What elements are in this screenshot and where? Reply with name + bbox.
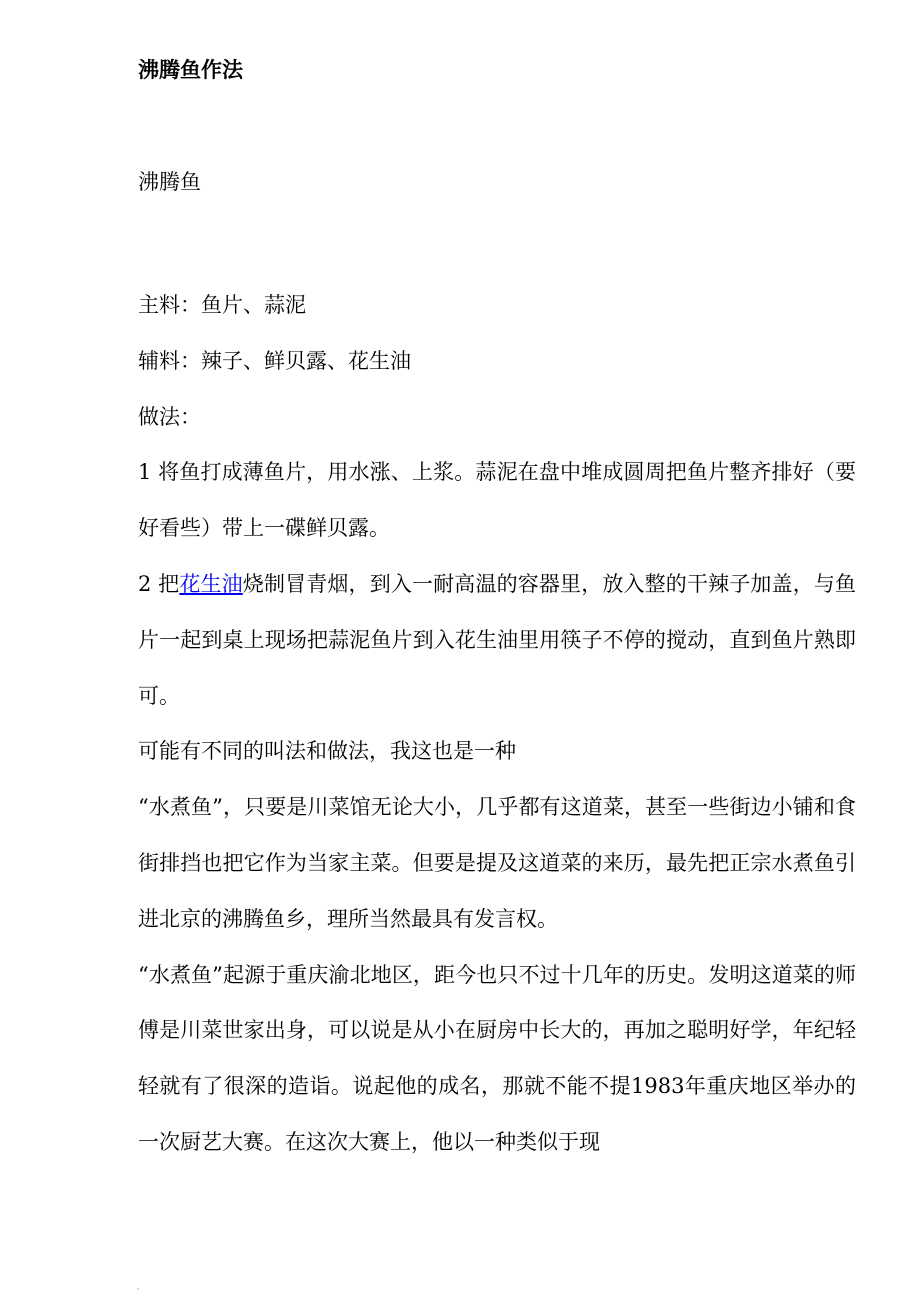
step-1: 1 将鱼打成薄鱼片，用水涨、上浆。蒜泥在盘中堆成圆周把鱼片整齐排好（要好看些）带上一碟鲜贝露。 [138, 460, 856, 541]
peanut-oil-link[interactable]: 花生油 [179, 571, 243, 596]
step-2-suffix: 烧制冒青烟，到入一耐高温的容器里，放入整的干辣子加盖，与鱼片一起到桌上现场把蒜泥鱼片到入花生油里用筷子不停的搅动，直到鱼片熟即可。 [138, 571, 856, 708]
step-2-prefix: 2 把 [138, 571, 180, 596]
page-footer-mark [137, 1288, 139, 1290]
history-paragraph-2: “水煮鱼”起源于重庆渝北地区，距今也只不过十几年的历史。发明这道菜的师傅是川菜世家出身，可以说是从小在厨房中长大的，再加之聪明好学，年纪轻轻就有了很深的造诣。说起他的成名，那就不能不提1983年重庆地区举办的一次厨艺大赛。在这次大赛上，他以一种类似于现 [138, 962, 856, 1154]
history-paragraph-1: “水煮鱼”，只要是川菜馆无论大小，几乎都有这道菜，甚至一些街边小铺和食街排挡也把它作为当家主菜。但要是提及这道菜的来历，最先把正宗水煮鱼引进北京的沸腾鱼乡，理所当然最具有发言权。 [138, 795, 856, 931]
note-line: 可能有不同的叫法和做法，我这也是一种 [138, 739, 516, 764]
main-ingredients: 主料：鱼片、蒜泥 [138, 293, 306, 317]
dish-name: 沸腾鱼 [138, 170, 201, 194]
page-title: 沸腾鱼作法 [138, 58, 243, 82]
method-label: 做法： [138, 404, 201, 429]
secondary-ingredients: 辅料：辣子、鲜贝露、花生油 [138, 348, 411, 373]
recipe-body [138, 278, 856, 1171]
step-2 [138, 557, 856, 724]
